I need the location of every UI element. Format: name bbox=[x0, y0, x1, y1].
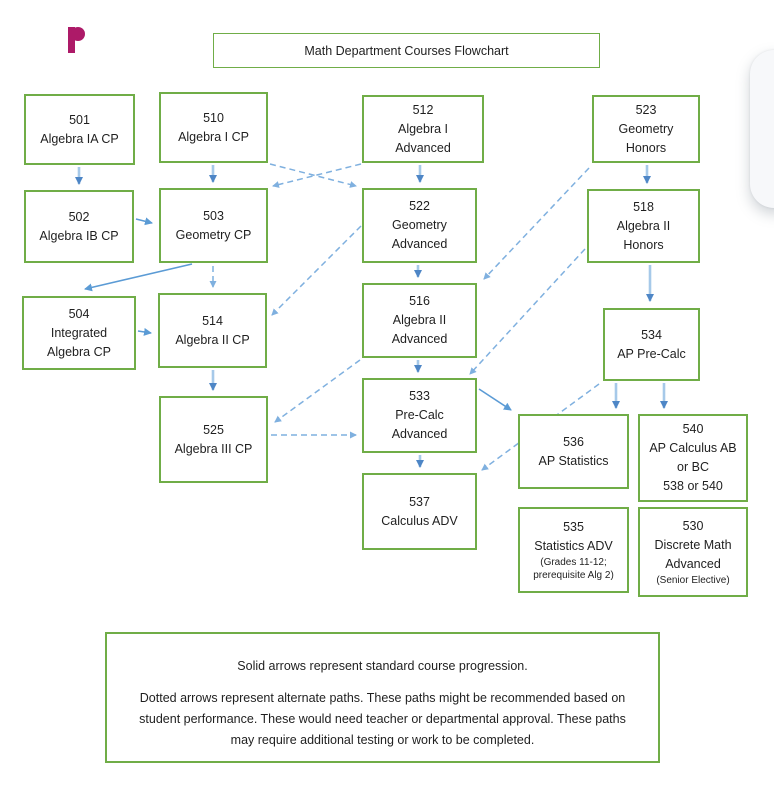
node-label: (Senior Elective) bbox=[656, 575, 730, 586]
node-label: prerequisite Alg 2) bbox=[533, 570, 614, 581]
edge-518-533-alternate bbox=[470, 249, 585, 374]
node-label: Algebra II bbox=[392, 313, 447, 327]
node-label: Algebra CP bbox=[47, 344, 111, 359]
node-label: 516 bbox=[409, 294, 430, 308]
flow-node-535 bbox=[518, 507, 629, 593]
chart-title-box bbox=[213, 33, 600, 68]
legend-dotted-text: Dotted arrows represent alternate paths. These paths might be recommended based on student performance. These would need teacher or departmental approval. These paths may require additional testing or work to be completed. bbox=[139, 691, 626, 747]
flow-node-514 bbox=[158, 293, 267, 368]
node-label: AP Calculus AB bbox=[649, 441, 737, 455]
node-label: Pre-Calc bbox=[395, 408, 444, 422]
flow-node-504 bbox=[22, 296, 136, 370]
node-label: Algebra IA CP bbox=[40, 131, 119, 146]
edge-516-525-alternate bbox=[275, 360, 360, 422]
flow-node-503 bbox=[159, 188, 268, 263]
edge-522-514-alternate bbox=[272, 226, 361, 315]
node-label: 510 bbox=[203, 110, 224, 125]
floating-panel-edge bbox=[750, 50, 774, 208]
edge-523-516-alternate bbox=[484, 168, 589, 279]
node-label: AP Statistics bbox=[538, 453, 609, 468]
node-label: 522 bbox=[409, 199, 430, 213]
node-label: 540 bbox=[682, 422, 704, 436]
node-label: 535 bbox=[563, 520, 584, 534]
node-label: Discrete Math bbox=[654, 538, 732, 552]
node-label: Advanced bbox=[395, 140, 451, 155]
legend-box bbox=[105, 632, 660, 763]
node-label: Integrated bbox=[50, 325, 108, 340]
edge-510-522-alternate bbox=[270, 164, 356, 186]
node-label: 530 bbox=[682, 519, 704, 533]
node-label: 514 bbox=[202, 313, 223, 328]
node-label: Advanced bbox=[665, 557, 721, 571]
flow-node-536 bbox=[518, 414, 629, 489]
edge-503-504-standard bbox=[85, 264, 192, 289]
flow-node-537 bbox=[362, 473, 477, 550]
node-label: 501 bbox=[69, 112, 90, 127]
node-label: 536 bbox=[563, 434, 584, 449]
node-label: 503 bbox=[203, 208, 224, 223]
edge-504-514-standard bbox=[138, 331, 151, 333]
node-label: Advanced bbox=[391, 332, 448, 346]
node-label: Algebra II CP bbox=[175, 332, 250, 347]
node-label: Geometry CP bbox=[175, 227, 252, 242]
flow-node-525 bbox=[159, 396, 268, 483]
node-label: 533 bbox=[409, 389, 430, 403]
node-label: 518 bbox=[633, 199, 654, 214]
edge-502-503-standard bbox=[136, 219, 152, 223]
flow-node-518 bbox=[587, 189, 700, 263]
node-label: 538 or 540 bbox=[663, 479, 723, 493]
node-label: Algebra IB CP bbox=[39, 228, 119, 243]
node-label: Honors bbox=[623, 237, 664, 252]
node-label: 525 bbox=[203, 422, 224, 437]
node-label: Algebra II bbox=[616, 218, 671, 233]
node-label: Honors bbox=[625, 140, 667, 155]
logo-bump bbox=[71, 27, 85, 41]
flow-node-502 bbox=[24, 190, 134, 263]
node-label: Advanced bbox=[391, 427, 448, 441]
flow-node-512 bbox=[362, 95, 484, 163]
flow-node-534 bbox=[603, 308, 700, 381]
edge-533-536-standard bbox=[479, 389, 511, 410]
flow-node-530 bbox=[638, 507, 748, 597]
node-label: Geometry bbox=[618, 121, 674, 136]
chart-title: Math Department Courses Flowchart bbox=[304, 43, 509, 58]
node-label: Advanced bbox=[391, 237, 448, 251]
legend-solid-text: Solid arrows represent standard course progression. bbox=[237, 659, 528, 673]
node-label: 504 bbox=[68, 306, 90, 321]
flow-node-523 bbox=[592, 95, 700, 163]
flow-node-522 bbox=[362, 188, 477, 263]
node-label: Algebra I bbox=[397, 121, 449, 136]
node-label: 534 bbox=[641, 327, 662, 342]
node-label: 523 bbox=[635, 102, 657, 117]
node-label: 537 bbox=[409, 494, 430, 509]
node-label: Calculus ADV bbox=[381, 513, 458, 528]
flow-node-501 bbox=[24, 94, 135, 165]
node-label: 502 bbox=[68, 209, 90, 224]
node-label: Algebra III CP bbox=[174, 441, 253, 456]
logo-mark bbox=[68, 27, 89, 53]
flow-node-540 bbox=[638, 414, 748, 502]
node-label: Statistics ADV bbox=[534, 539, 613, 553]
node-label: 512 bbox=[412, 102, 434, 117]
node-label: Geometry bbox=[392, 218, 447, 232]
flow-node-516 bbox=[362, 283, 477, 358]
node-label: Algebra I CP bbox=[178, 129, 249, 144]
flow-node-533 bbox=[362, 378, 477, 453]
edge-512-503-alternate bbox=[273, 164, 361, 186]
node-label: AP Pre-Calc bbox=[617, 346, 686, 361]
node-label: (Grades 11-12; bbox=[540, 557, 607, 568]
flow-node-510 bbox=[159, 92, 268, 163]
node-label: or BC bbox=[677, 460, 709, 474]
